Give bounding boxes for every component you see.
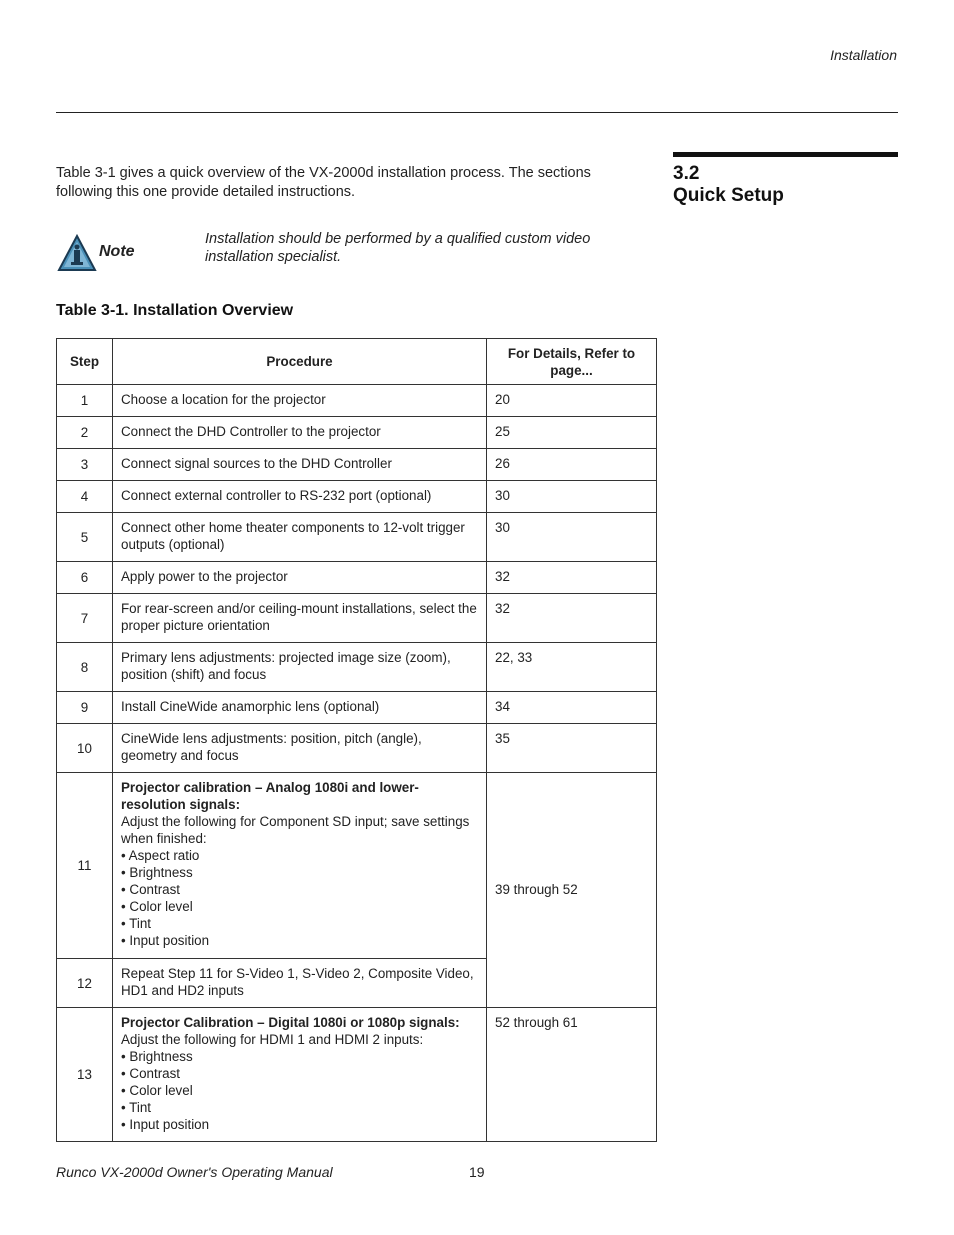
procedure-cell: Install CineWide anamorphic lens (optional) — [113, 692, 487, 724]
table-row — [57, 594, 657, 643]
procedure-description: Adjust the following for HDMI 1 and HDMI 2 inputs: — [121, 1032, 424, 1047]
procedure-cell: Choose a location for the projector — [113, 385, 487, 417]
page-reference: 22, 33 — [487, 643, 657, 692]
procedure-title: Projector Calibration – Digital 1080i or 1080p signals: — [121, 1015, 460, 1030]
table-row — [57, 385, 657, 417]
procedure-cell: Apply power to the projector — [113, 562, 487, 594]
table-row — [57, 643, 657, 692]
header-rule — [56, 112, 898, 113]
list-item: • Input position — [121, 1117, 210, 1132]
page-reference: 30 — [487, 481, 657, 513]
list-item: • Tint — [121, 1100, 151, 1115]
table-row — [57, 724, 657, 773]
table-row — [57, 692, 657, 724]
list-item: • Brightness — [121, 865, 193, 880]
list-item: • Contrast — [121, 882, 181, 897]
page-reference: 35 — [487, 724, 657, 773]
procedure-cell: Connect signal sources to the DHD Controller — [113, 449, 487, 481]
step-number: 1 — [57, 385, 113, 417]
section-title: Quick Setup — [673, 185, 784, 206]
intro-paragraph: Table 3-1 gives a quick overview of the VX-2000d installation process. The sections following this one provide detailed instructions. — [56, 165, 591, 200]
page-reference: 26 — [487, 449, 657, 481]
page-reference: 32 — [487, 562, 657, 594]
page-reference: 34 — [487, 692, 657, 724]
footer-page-number: 19 — [469, 1164, 485, 1180]
table-row — [57, 481, 657, 513]
procedure-cell: Connect external controller to RS-232 port (optional) — [113, 481, 487, 513]
note-text: Installation should be performed by a qualified custom video installation specialist. — [205, 231, 591, 265]
page-reference: 25 — [487, 417, 657, 449]
footer-manual-title: Runco VX-2000d Owner's Operating Manual — [56, 1164, 333, 1180]
procedure-description: Adjust the following for Component SD input; save settings when finished: — [121, 814, 470, 846]
page-reference: 30 — [487, 513, 657, 562]
step-number: 4 — [57, 481, 113, 513]
step-number: 10 — [57, 724, 113, 773]
warning-triangle-icon — [57, 234, 97, 272]
page-reference: 32 — [487, 594, 657, 643]
procedure-cell: Connect other home theater components to 12-volt trigger outputs (optional) — [113, 513, 487, 562]
note-label: Note — [99, 243, 135, 260]
section-heading-bar — [673, 152, 898, 157]
column-header-procedure: Procedure — [113, 339, 487, 385]
procedure-cell — [113, 1008, 487, 1142]
page-reference: 39 through 52 — [487, 773, 657, 1008]
list-item: • Contrast — [121, 1066, 181, 1081]
list-item: • Color level — [121, 1083, 193, 1098]
step-number: 2 — [57, 417, 113, 449]
step-number: 3 — [57, 449, 113, 481]
table-row — [57, 513, 657, 562]
procedure-title: Projector calibration – Analog 1080i and lower-resolution signals: — [121, 780, 419, 812]
procedure-cell: Primary lens adjustments: projected image size (zoom), position (shift) and focus — [113, 643, 487, 692]
table-header-row — [57, 339, 657, 385]
list-item: • Tint — [121, 916, 151, 931]
procedure-cell: For rear-screen and/or ceiling-mount installations, select the proper picture orientation — [113, 594, 487, 643]
running-header-section: Installation — [830, 47, 897, 63]
procedure-cell: Connect the DHD Controller to the projector — [113, 417, 487, 449]
table-row — [57, 773, 657, 959]
table-row — [57, 449, 657, 481]
installation-overview-table — [56, 338, 657, 1142]
table-row — [57, 417, 657, 449]
procedure-cell — [113, 773, 487, 959]
list-item: • Color level — [121, 899, 193, 914]
page-reference: 20 — [487, 385, 657, 417]
step-number: 8 — [57, 643, 113, 692]
step-number: 6 — [57, 562, 113, 594]
procedure-cell: Repeat Step 11 for S-Video 1, S-Video 2, Composite Video, HD1 and HD2 inputs — [113, 959, 487, 1008]
step-number: 7 — [57, 594, 113, 643]
list-item: • Aspect ratio — [121, 848, 200, 863]
page-reference: 52 through 61 — [487, 1008, 657, 1142]
step-number: 9 — [57, 692, 113, 724]
table-caption: Table 3-1. Installation Overview — [56, 302, 294, 319]
step-number: 12 — [57, 959, 113, 1008]
table-row — [57, 1008, 657, 1142]
section-number: 3.2 — [673, 163, 700, 184]
step-number: 5 — [57, 513, 113, 562]
column-header-details: For Details, Refer to page... — [487, 339, 657, 385]
list-item: • Input position — [121, 933, 210, 948]
column-header-step: Step — [57, 339, 113, 385]
list-item: • Brightness — [121, 1049, 193, 1064]
step-number: 11 — [57, 773, 113, 959]
step-number: 13 — [57, 1008, 113, 1142]
procedure-cell: CineWide lens adjustments: position, pitch (angle), geometry and focus — [113, 724, 487, 773]
table-row — [57, 562, 657, 594]
